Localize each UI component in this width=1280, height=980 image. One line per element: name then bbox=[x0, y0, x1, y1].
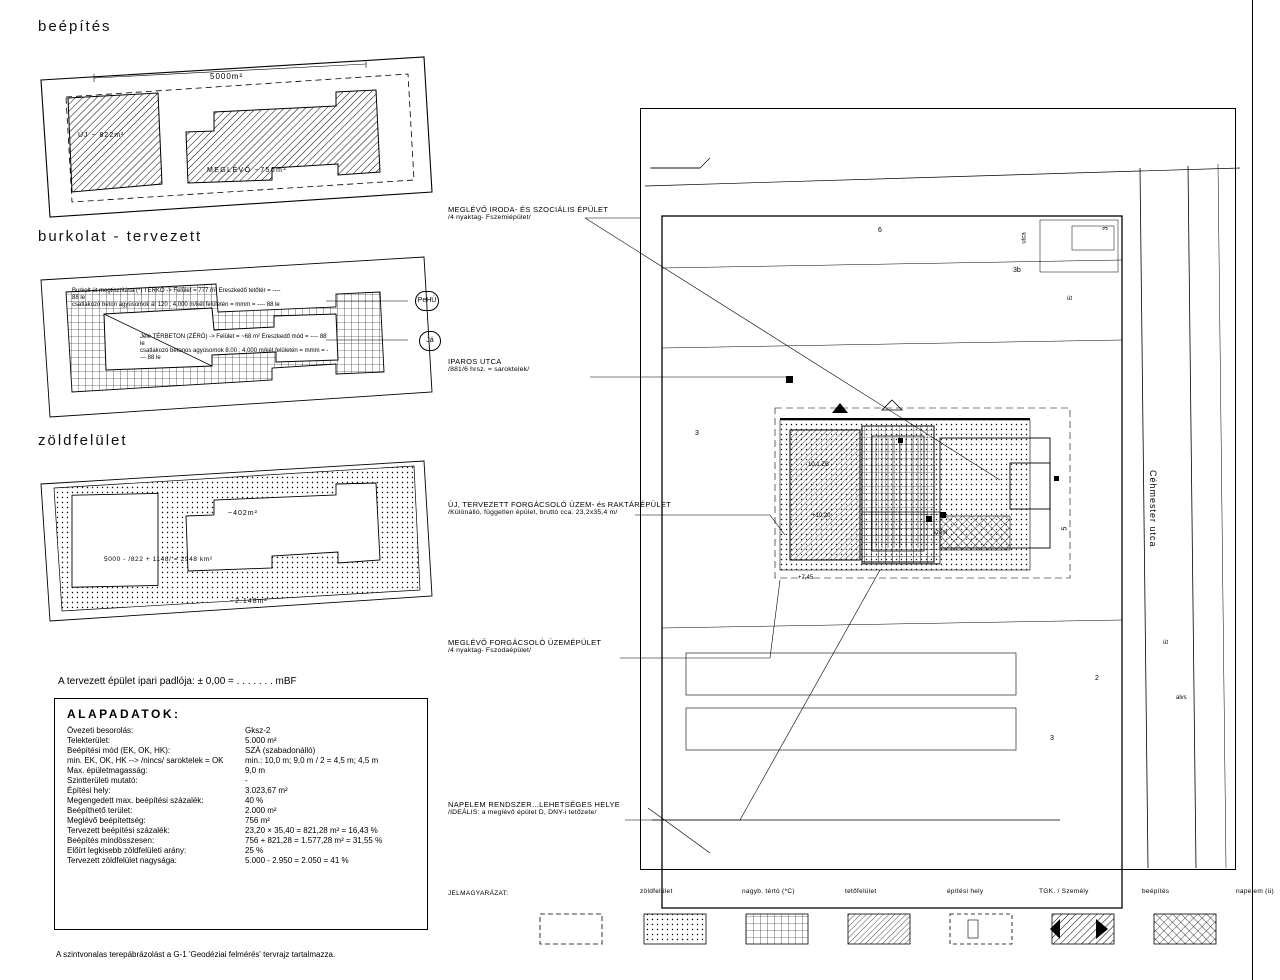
zoldfelulet-area1: ~402m² bbox=[228, 510, 258, 517]
burkolat-note-top bbox=[72, 288, 282, 309]
table-row bbox=[67, 825, 417, 835]
row-key: Beépítési mód (EK, OK, HK): bbox=[67, 745, 171, 755]
legend-item-tgk-szemely: TGK. / Személy bbox=[1039, 888, 1089, 895]
siteplan-dim-zb: 10,1 ZB bbox=[808, 462, 830, 468]
legend-item-epitesi-hely: építési hely bbox=[947, 888, 984, 895]
table-row bbox=[67, 745, 417, 755]
burkolat-note-mid bbox=[140, 334, 330, 362]
row-key: Megengedett max. beépítési százalék: bbox=[67, 795, 204, 805]
callout-sub: /IDEÁLIS: a meglévő épület D, DNY-i tetőzete/ bbox=[448, 809, 597, 816]
alapadatok-panel bbox=[54, 698, 428, 930]
row-key: Tervezett beépítési százalék: bbox=[67, 825, 170, 835]
zoldfelulet-area2: ~2.148m² bbox=[230, 598, 268, 605]
row-key: min. EK, OK, HK --> /nincs/ saroktelek = OK bbox=[67, 755, 224, 765]
parcel-label-3-top: 3 bbox=[1102, 226, 1110, 231]
row-key: Szintterületi mutató: bbox=[67, 775, 138, 785]
burkolat-note-top-line2: csatlakozó beton agyúsomok át 120 ; 4,000 m/két felületén = mmm = ---- 88 le bbox=[72, 302, 280, 308]
table-row bbox=[67, 725, 417, 735]
legend bbox=[536, 888, 1276, 968]
alapadatok-title: ALAPADATOK: bbox=[67, 707, 181, 721]
row-key: Beépítés mindösszesen: bbox=[67, 835, 155, 845]
row-key: Övezeti besorolás: bbox=[67, 725, 134, 735]
row-value: 23,20 × 35,40 = 821,28 m² = 16,43 % bbox=[245, 825, 378, 835]
table-row bbox=[67, 735, 417, 745]
parcel-label-3b: 3b bbox=[1013, 267, 1021, 274]
street-label-cehmester-utca: Céhmester utca bbox=[1148, 470, 1158, 548]
siteplan-dim-10-20: +10,20 bbox=[812, 513, 831, 519]
row-value: Gksz-2 bbox=[245, 725, 271, 735]
parcel-label-5: 5 bbox=[1061, 526, 1069, 531]
section-title-burkolat: burkolat - tervezett bbox=[38, 228, 203, 245]
row-value: 756 m² bbox=[245, 815, 270, 825]
table-row bbox=[67, 765, 417, 775]
beepites-existing-building-label: MEGLÉVŐ ~756m² bbox=[207, 167, 288, 174]
burkolat-note-mid-line1: Jele TÉRBETON (ZÉRÓ) -> Felület = ~68 m² Ereszkedő mód = ---- 88 le bbox=[140, 334, 327, 347]
legend-item-beepites: beépítés bbox=[1142, 888, 1170, 895]
legend-item-nagyb-terto: nagyb. tértó (*C) bbox=[742, 888, 795, 895]
alapadatok-table bbox=[67, 725, 417, 865]
siteplan-side-note: utca bbox=[1021, 232, 1028, 244]
siteplan-label-ut-top: út bbox=[1067, 296, 1073, 302]
table-row bbox=[67, 835, 417, 845]
burkolat-note-top-line1: Burkolt út megtisztítása (*) TÉRKŐ -> Felület = 777 m² Ereszkedő tetőtér = ---- 88 le bbox=[72, 288, 281, 301]
siteplan-label-ut-right: út bbox=[1163, 640, 1169, 646]
row-key: Telekterület: bbox=[67, 735, 111, 745]
burkolat-note-mid-line2: csatlakozó betonos agyúsomok 8.00 ; 4,000 m/két felületén = mmm = ---- 88 le bbox=[140, 348, 329, 361]
parcel-label-6: 6 bbox=[878, 227, 882, 234]
row-value: 25 % bbox=[245, 845, 264, 855]
row-value: - bbox=[245, 775, 248, 785]
row-value: SZÁ (szabadonálló) bbox=[245, 745, 316, 755]
row-value: 2.000 m² bbox=[245, 805, 277, 815]
row-value: min.: 10,0 m; 9,0 m / 2 = 4,5 m; 4,5 m bbox=[245, 755, 379, 765]
row-value: 5.000 - 2.950 = 2.050 = 41 % bbox=[245, 855, 349, 865]
legend-title: JELMAGYARÁZAT: bbox=[448, 890, 509, 897]
legend-item-zoldfelulet: zöldfelület bbox=[640, 888, 673, 895]
table-row bbox=[67, 755, 417, 765]
beepites-new-building-label: ÚJ ~ 822m² bbox=[78, 132, 125, 139]
callout-title: ÚJ, TERVEZETT FORGÁCSOLÓ ÜZEM- és RAKTÁRÉPÜLET bbox=[448, 500, 672, 509]
callout-sub: /4 nyaktag- Fszemiépület/ bbox=[448, 214, 531, 221]
parcel-label-3-bottom: 3 bbox=[1050, 735, 1054, 742]
legend-item-napelem: napelem (ü) bbox=[1236, 888, 1274, 895]
parcel-label-2: 2 bbox=[1095, 675, 1099, 682]
alapadatok-footer-note: A szintvonalas terepábrázolást a G-1 'Geodéziai felmérés' tervrajz tartalmazza. bbox=[56, 950, 336, 959]
parcel-label-3-left: 3 bbox=[695, 430, 699, 437]
table-row bbox=[67, 785, 417, 795]
beepites-plot-area: 5000m² bbox=[210, 72, 244, 81]
siteplan-label-szem: szem bbox=[933, 530, 948, 536]
row-key: Előírt legkisebb zöldfelületi arány: bbox=[67, 845, 187, 855]
row-key: Építési hely: bbox=[67, 785, 111, 795]
legend-item-tetofelulet: tetőfelület bbox=[845, 888, 877, 895]
callout-title: IPAROS UTCA bbox=[448, 357, 502, 366]
table-row bbox=[67, 805, 417, 815]
callout-title: NAPELEM RENDSZER...LEHETSÉGES HELYE bbox=[448, 800, 621, 809]
row-key: Max. épületmagasság: bbox=[67, 765, 148, 775]
callout-title: MEGLÉVŐ FORGÁCSOLÓ ÜZEMÉPÜLET bbox=[448, 638, 602, 647]
siteplan-label-alvs: alvs bbox=[1176, 695, 1187, 701]
section-title-zoldfelulet: zöldfelület bbox=[38, 432, 128, 449]
row-value: 756 + 821,28 = 1.577,28 m² = 31,55 % bbox=[245, 835, 383, 845]
table-row bbox=[67, 845, 417, 855]
callout-sub: /881/6 hrsz. = saroktelek/ bbox=[448, 366, 530, 373]
burkolat-badge-ja: Já bbox=[419, 331, 441, 351]
row-key: Meglévő beépítettség: bbox=[67, 815, 146, 825]
table-row bbox=[67, 795, 417, 805]
row-value: 3.023,67 m² bbox=[245, 785, 288, 795]
floor-level-note: A tervezett épület ipari padlója: ± 0,00 = . . . . . . . mBF bbox=[58, 676, 297, 687]
table-row bbox=[67, 855, 417, 865]
row-value: 9,0 m bbox=[245, 765, 266, 775]
callout-sub: /Különálló, független épület, bruttó cca. 23,2x35,4 m/ bbox=[448, 509, 618, 516]
siteplan-dim-7-45: +7,45 bbox=[798, 575, 814, 581]
row-value: 40 % bbox=[245, 795, 264, 805]
sheet-right-border bbox=[1252, 0, 1253, 980]
callout-sub: /4 nyaktag- Fszodaépület/ bbox=[448, 647, 532, 654]
row-key: Beépíthető terület: bbox=[67, 805, 133, 815]
row-key: Tervezett zöldfelület nagysága: bbox=[67, 855, 177, 865]
table-row bbox=[67, 815, 417, 825]
zoldfelulet-formula: 5000 - /822 + 1148/ = 2948 km² bbox=[104, 556, 213, 563]
table-row bbox=[67, 775, 417, 785]
callout-title: MEGLÉVŐ IRODA- ÉS SZOCIÁLIS ÉPÜLET bbox=[448, 205, 609, 214]
burkolat-badge-pehu: PeHÚ bbox=[415, 291, 439, 311]
section-title-beepites: beépítés bbox=[38, 18, 112, 35]
row-value: 5.000 m² bbox=[245, 735, 277, 745]
